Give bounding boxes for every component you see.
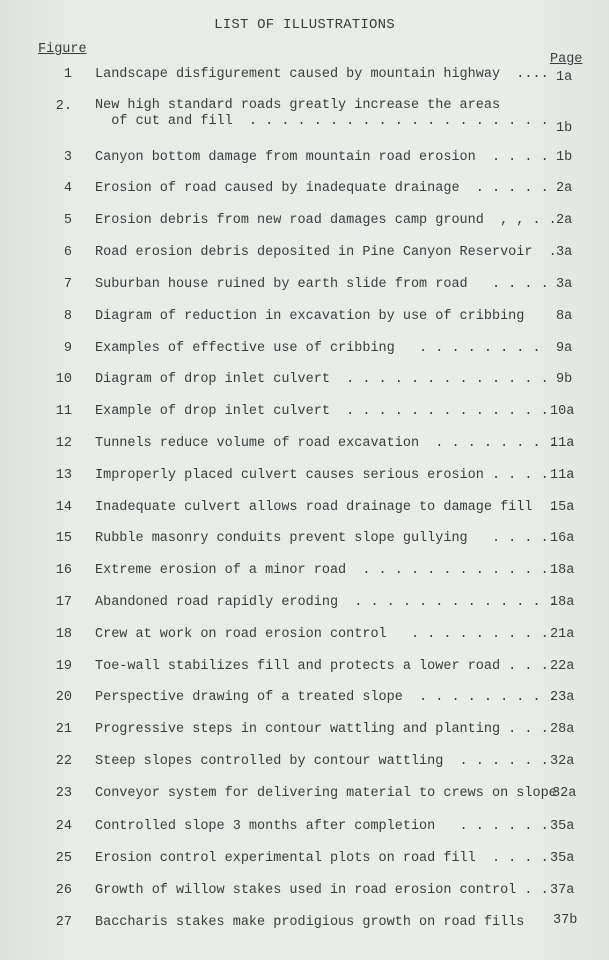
page-number: 32a — [552, 786, 577, 801]
figure-number: 1 — [63, 67, 72, 82]
figure-number: 20 — [55, 690, 72, 705]
figure-caption: Examples of effective use of cribbing . . . . . . . . — [95, 341, 541, 356]
figure-caption: Erosion control experimental plots on road fill . . . . — [95, 851, 549, 866]
figure-caption: Erosion of road caused by inadequate drainage . . . . . — [95, 181, 549, 196]
figure-column-header: Figure — [38, 42, 87, 57]
page-number: 3a — [556, 245, 573, 260]
page-number: 9a — [556, 341, 573, 356]
figure-caption: Toe-wall stabilizes fill and protects a lower road . . . — [95, 659, 549, 674]
page-number: 18a — [550, 595, 575, 610]
figure-number: 23 — [55, 786, 72, 801]
figure-caption: Rubble masonry conduits prevent slope gullying . . . . — [95, 531, 549, 546]
figure-caption: Inadequate culvert allows road drainage to damage fill . — [95, 500, 557, 515]
figure-caption: Example of drop inlet culvert . . . . . . . . . . . . . — [95, 404, 549, 419]
figure-caption: Suburban house ruined by earth slide from road . . . . — [95, 277, 549, 292]
figure-number: 25 — [55, 851, 72, 866]
page-number: 11a — [550, 436, 575, 451]
figure-number: 2. — [55, 99, 72, 114]
figure-number: 18 — [55, 627, 72, 642]
figure-number: 22 — [55, 754, 72, 769]
page-number: 23a — [550, 690, 575, 705]
figure-number: 21 — [55, 722, 72, 737]
figure-caption: Canyon bottom damage from mountain road erosion . . . . — [95, 150, 549, 165]
figure-number: 7 — [63, 277, 72, 292]
page-number: 2a — [556, 213, 573, 228]
page-number: 37a — [550, 883, 575, 898]
figure-caption: Progressive steps in contour wattling and planting . . . — [95, 722, 549, 737]
page-number: 18a — [550, 563, 575, 578]
figure-caption: Growth of willow stakes used in road erosion control . . — [95, 883, 549, 898]
figure-caption: Baccharis stakes make prodigious growth on road fills — [95, 915, 525, 930]
figure-number: 5 — [63, 213, 72, 228]
figure-number: 14 — [55, 500, 72, 515]
page-number: 10a — [550, 404, 575, 419]
figure-number: 24 — [55, 819, 72, 834]
page-column-header: Page — [550, 52, 583, 67]
figure-caption: Landscape disfigurement caused by mountain highway .... — [95, 67, 549, 82]
figure-caption: Improperly placed culvert causes serious erosion . . . . — [95, 468, 549, 483]
figure-caption: Abandoned road rapidly eroding . . . . . . . . . . . . . — [95, 595, 557, 610]
figure-number: 15 — [55, 531, 72, 546]
figure-caption: Steep slopes controlled by contour wattling . . . . . . — [95, 754, 549, 769]
figure-caption: Road erosion debris deposited in Pine Canyon Reservoir . — [95, 245, 557, 260]
figure-number: 27 — [55, 915, 72, 930]
page-number: 1b — [556, 150, 573, 165]
figure-caption: Extreme erosion of a minor road . . . . . . . . . . . . — [95, 563, 549, 578]
figure-caption: Tunnels reduce volume of road excavation . . . . . . . . — [95, 436, 557, 451]
page-number: 21a — [550, 627, 575, 642]
page-number: 3a — [556, 277, 573, 292]
figure-caption: Controlled slope 3 months after completion . . . . . . — [95, 819, 549, 834]
figure-caption: Conveyor system for delivering material to crews on slope — [95, 786, 557, 801]
page-number: 16a — [550, 531, 575, 546]
page-number: 22a — [550, 659, 575, 674]
page-number: 11a — [550, 468, 575, 483]
figure-caption: Diagram of drop inlet culvert . . . . . . . . . . . . . — [95, 372, 549, 387]
page-number: 8a — [556, 309, 573, 324]
figure-number: 13 — [55, 468, 72, 483]
page-title: LIST OF ILLUSTRATIONS — [214, 17, 395, 33]
figure-number: 17 — [55, 595, 72, 610]
figure-caption: Erosion debris from new road damages camp ground , , . . — [95, 213, 557, 228]
page-number: 28a — [550, 722, 575, 737]
figure-number: 4 — [63, 181, 72, 196]
figure-number: 19 — [55, 659, 72, 674]
page-number: 35a — [550, 851, 575, 866]
figure-number: 10 — [55, 372, 72, 387]
page-number: 32a — [550, 754, 575, 769]
page-number: 35a — [550, 819, 575, 834]
page-number: 9b — [556, 372, 573, 387]
page-number: 37b — [553, 913, 578, 928]
figure-number: 16 — [55, 563, 72, 578]
figure-caption: Diagram of reduction in excavation by use of cribbing — [95, 309, 525, 324]
figure-number: 26 — [55, 883, 72, 898]
figure-caption: New high standard roads greatly increase the areas of cut and fill . . . . . . . . . . . . . . . . . . . — [95, 98, 549, 129]
figure-number: 11 — [55, 404, 72, 419]
figure-caption: Crew at work on road erosion control . . . . . . . . . — [95, 627, 549, 642]
figure-number: 9 — [63, 341, 72, 356]
page-number: 1a — [556, 70, 573, 85]
figure-number: 8 — [63, 309, 72, 324]
figure-number: 3 — [63, 150, 72, 165]
page-number: 1b — [556, 121, 573, 136]
figure-number: 6 — [63, 245, 72, 260]
page-number: 15a — [550, 500, 575, 515]
figure-number: 12 — [55, 436, 72, 451]
page-number: 2a — [556, 181, 573, 196]
figure-caption: Perspective drawing of a treated slope . . . . . . . . . — [95, 690, 557, 705]
